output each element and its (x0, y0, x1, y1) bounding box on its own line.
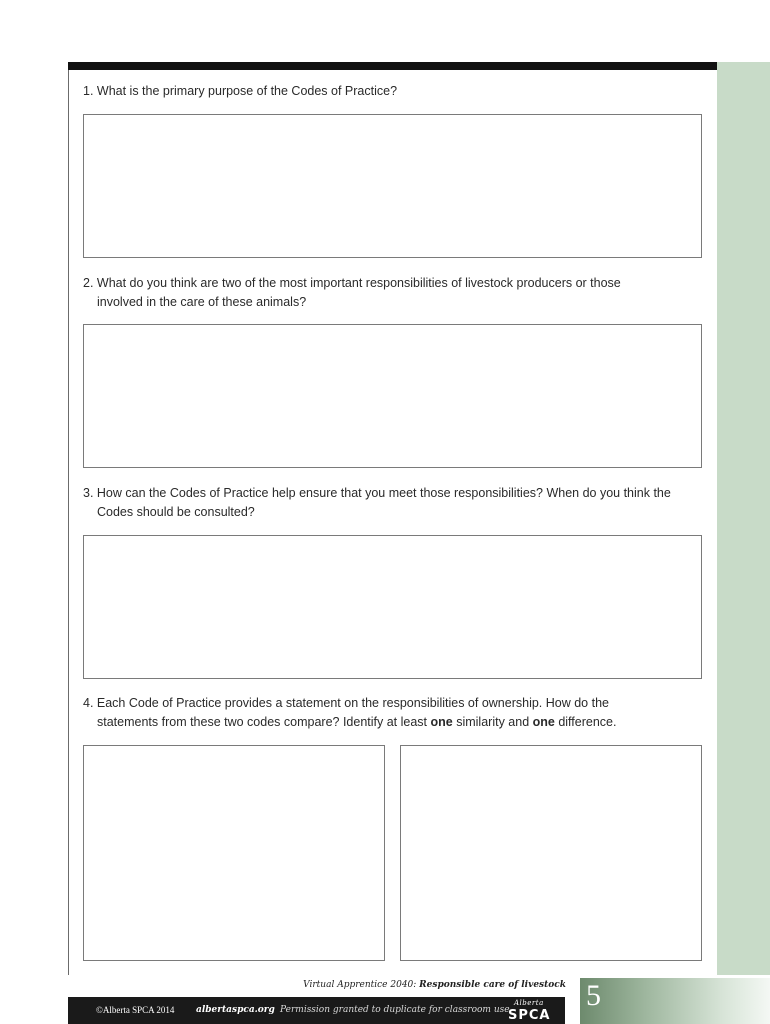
left-rule (68, 70, 69, 975)
answer-box-4-similarity[interactable] (83, 745, 385, 961)
question-4-line-2 (83, 713, 703, 732)
question-1 (83, 82, 703, 101)
logo-script-text: Alberta (514, 999, 544, 1007)
alberta-spca-logo (506, 999, 562, 1023)
answer-box-1[interactable] (83, 114, 702, 258)
question-4-text-a: statements from these two codes compare? Identify at least (97, 715, 431, 729)
question-3-line-1: 3. How can the Codes of Practice help ensure that you meet those responsibilities? When do you think the (83, 486, 671, 500)
question-3-line-2: Codes should be consulted? (97, 505, 255, 519)
page-number: 5 (586, 979, 601, 1012)
answer-box-4-difference[interactable] (400, 745, 702, 961)
top-rule (68, 62, 717, 70)
question-2-line-2: involved in the care of these animals? (97, 295, 307, 309)
footer-series-name: Responsible care of livestock (419, 980, 566, 990)
footer-website-link[interactable]: albertaspca.org (196, 1005, 275, 1015)
answer-box-3[interactable] (83, 535, 702, 679)
footer-series-prefix: Virtual Apprentice 2040: (303, 980, 420, 990)
emphasis-one-difference: one (532, 715, 555, 729)
side-accent-bar (717, 62, 770, 975)
question-4-text-e: difference. (554, 715, 617, 729)
footer-series-title (303, 980, 566, 990)
footer-bar (68, 997, 565, 1024)
logo-main-text: SPCA (508, 1008, 551, 1023)
footer-copyright: ©Alberta SPCA 2014 (96, 1005, 175, 1015)
footer-permission: Permission granted to duplicate for classroom use (280, 1005, 510, 1015)
emphasis-one-similarity: one (430, 715, 453, 729)
question-1-text: 1. What is the primary purpose of the Codes of Practice? (83, 84, 398, 98)
page-number-tab (580, 978, 770, 1024)
question-3 (83, 484, 703, 522)
question-2-line-1: 2. What do you think are two of the most important responsibilities of livestock producers or those (83, 276, 621, 290)
question-4-line-1: 4. Each Code of Practice provides a statement on the responsibilities of ownership. How do the (83, 696, 609, 710)
question-4 (83, 694, 703, 732)
question-2 (83, 274, 703, 312)
question-4-text-c: similarity and (452, 715, 533, 729)
answer-box-2[interactable] (83, 324, 702, 468)
